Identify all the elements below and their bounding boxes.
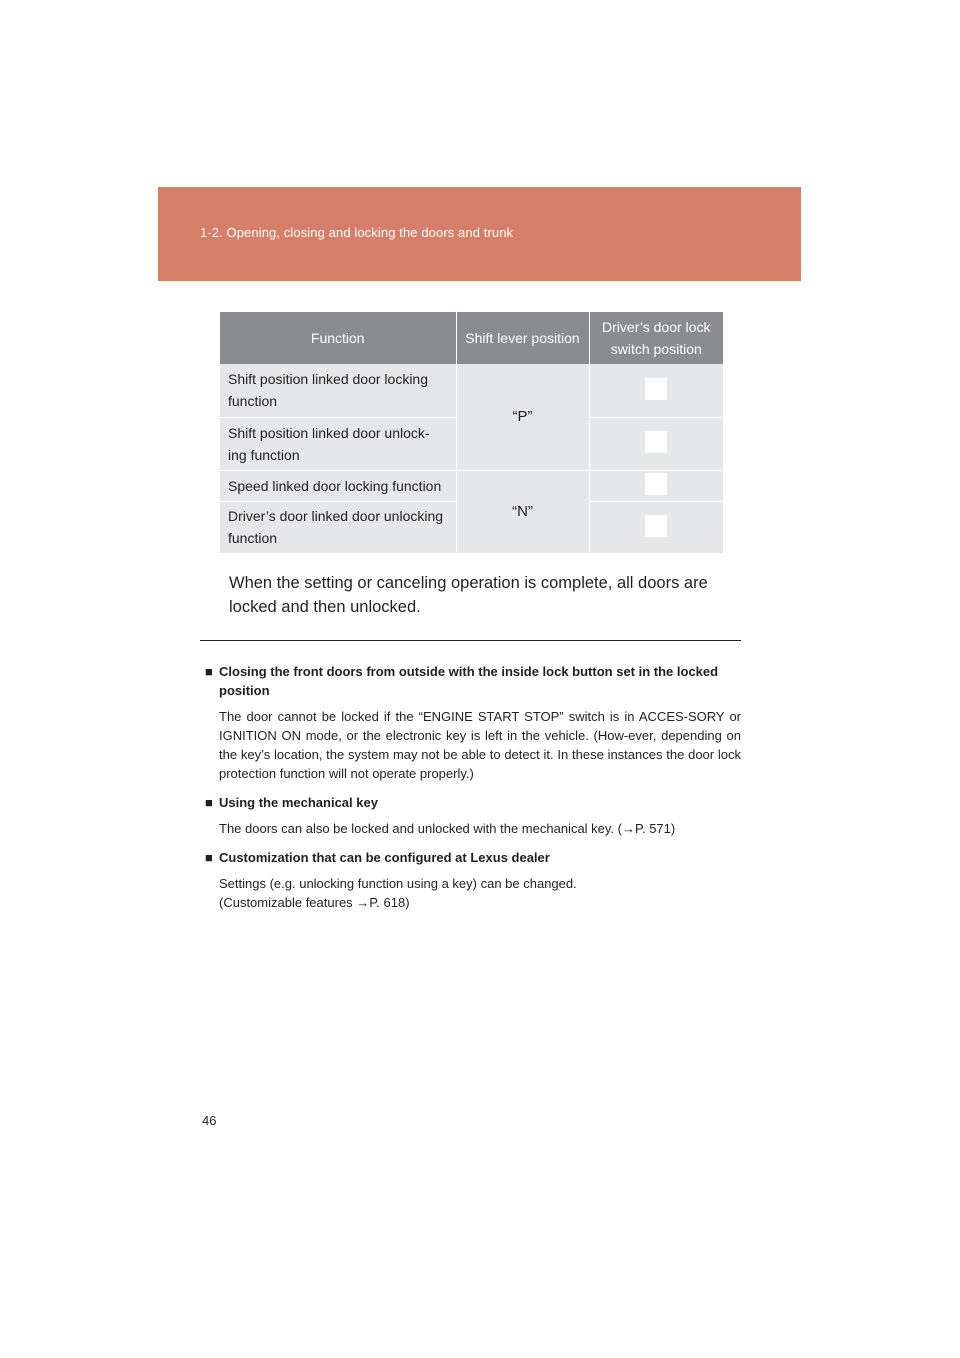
intro-paragraph: When the setting or canceling operation is complete, all doors are locked and then unlocked. <box>229 574 708 616</box>
note-body-line: (Customizable features →P. 618) <box>219 895 410 910</box>
switch-position-cell <box>589 417 723 470</box>
col-header-switch-position: Driver’s door lock switch position <box>589 312 723 364</box>
table-row <box>220 470 723 501</box>
switch-position-illustration <box>645 515 667 537</box>
note-title: Customization that can be configured at Lexus dealer <box>219 850 550 865</box>
col-header-function: Function <box>220 312 456 364</box>
note-body: The door cannot be locked if the “ENGINE START STOP” switch is in ACCES-SORY or IGNITION ON mode, or the electronic key is left in the vehicle. (How-ever, depending on the key’s location, the system may not be able to detect it. In these instances the door lock protection function will not operate properly.) <box>219 709 741 781</box>
shift-position-cell: “P” <box>456 364 589 470</box>
switch-position-cell <box>589 470 723 501</box>
note-door-lock-protection <box>205 662 741 783</box>
section-title: 1-2. Opening, closing and locking the doors and trunk <box>200 225 514 240</box>
col-header-shift-lever: Shift lever position <box>456 312 589 364</box>
table-row <box>220 364 723 417</box>
note-title: Using the mechanical key <box>219 795 378 810</box>
function-cell: Shift position linked door unlock-ing function <box>220 417 456 470</box>
note-body: The doors can also be locked and unlocked with the mechanical key. (→P. 571) <box>219 821 676 836</box>
note-title: Closing the front doors from outside with the inside lock button set in the locked position <box>219 664 719 698</box>
switch-position-illustration <box>645 378 667 400</box>
page-number: 46 <box>202 1113 217 1128</box>
note-mechanical-key <box>205 793 741 838</box>
square-bullet-icon: ■ <box>205 664 213 679</box>
note-customization <box>205 848 741 912</box>
function-cell: Speed linked door locking function <box>220 470 456 501</box>
function-cell: Driver’s door linked door unlocking function <box>220 501 456 553</box>
notes-section <box>205 662 741 922</box>
switch-position-illustration <box>645 473 667 495</box>
square-bullet-icon: ■ <box>205 850 213 865</box>
function-cell: Shift position linked door locking function <box>220 364 456 417</box>
switch-position-cell <box>589 364 723 417</box>
switch-position-illustration <box>645 431 667 453</box>
square-bullet-icon: ■ <box>205 795 213 810</box>
section-divider <box>200 640 741 641</box>
header-band <box>158 187 801 281</box>
function-table <box>220 312 723 554</box>
switch-position-cell <box>589 501 723 553</box>
table-header-row <box>220 312 723 364</box>
note-body-line: Settings (e.g. unlocking function using a key) can be changed. <box>219 876 577 891</box>
shift-position-cell: “N” <box>456 470 589 553</box>
